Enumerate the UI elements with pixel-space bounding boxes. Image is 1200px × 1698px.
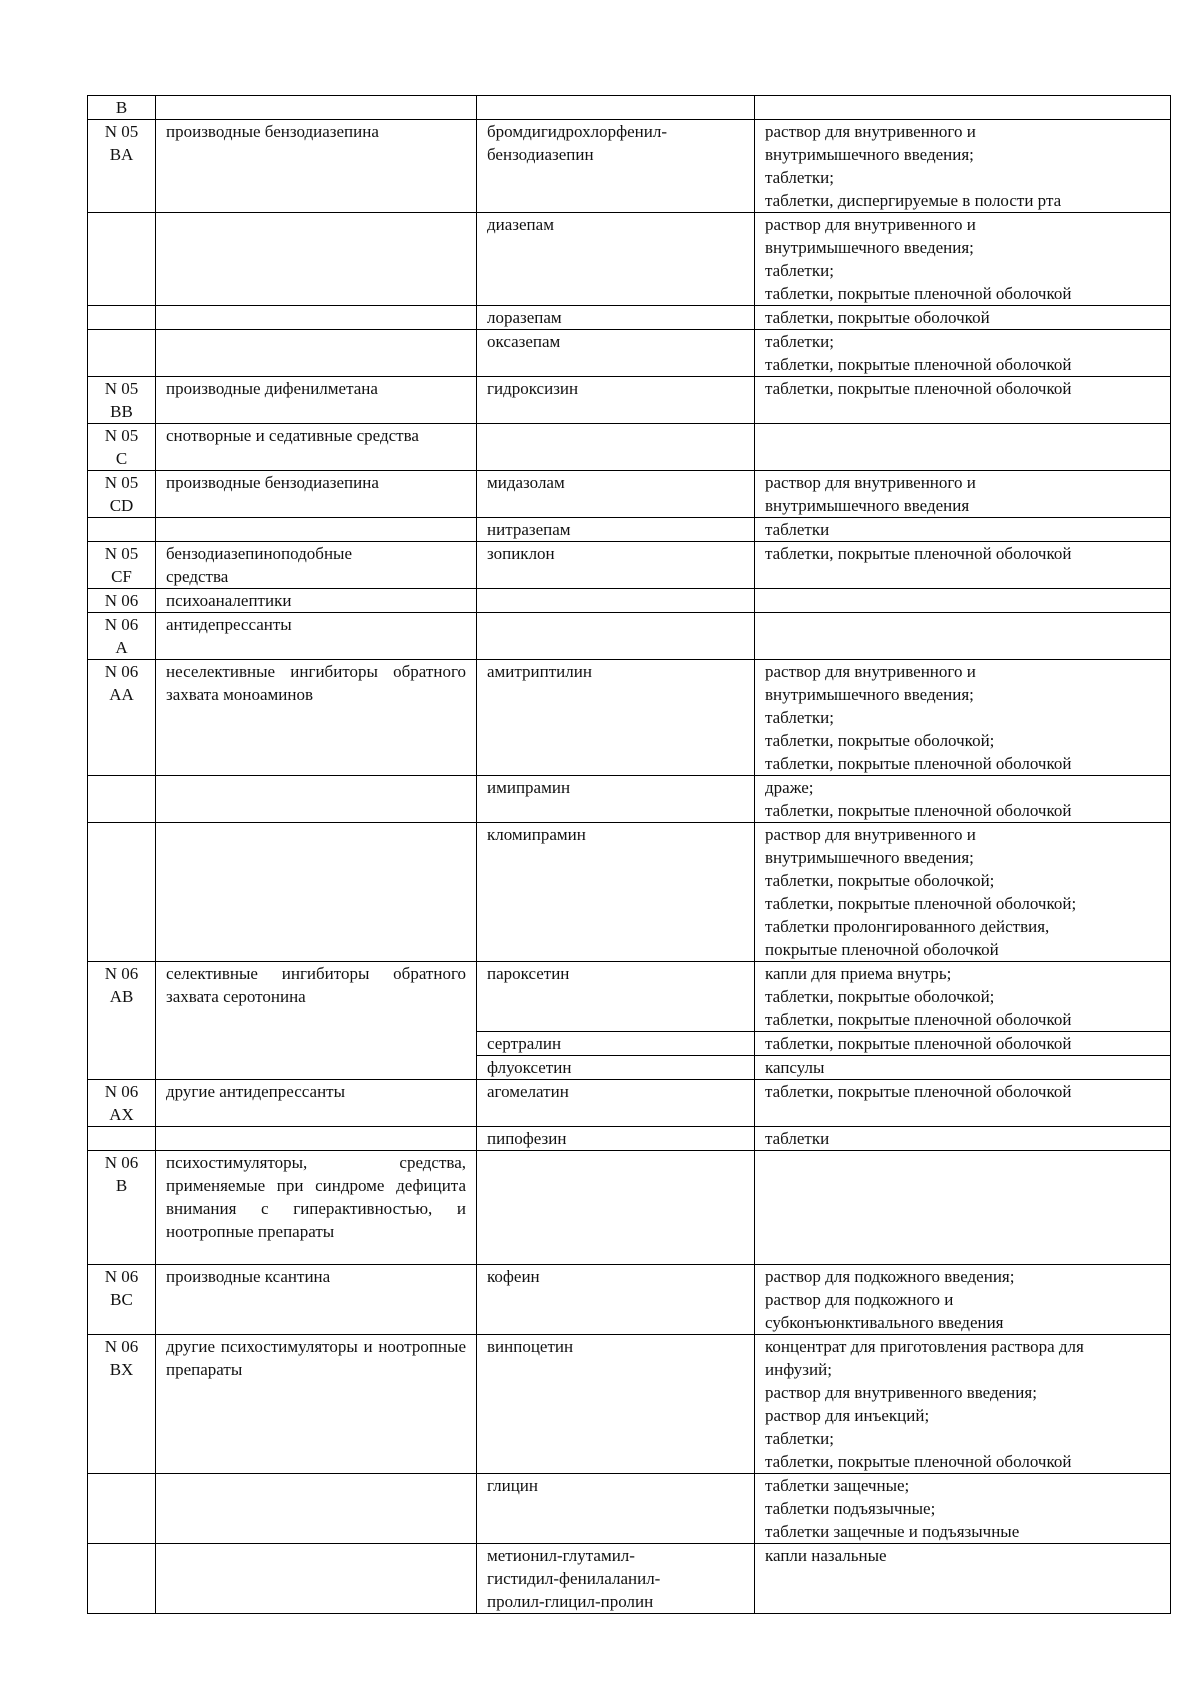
- drug-name-cell: [477, 776, 755, 823]
- dosage-forms-cell-line: таблетки, покрытые пленочной оболочкой: [765, 754, 1072, 773]
- dosage-forms-cell-line: таблетки;: [765, 332, 834, 351]
- atc-code-cell-line: AX: [109, 1105, 134, 1124]
- dosage-forms-cell: [755, 776, 1171, 823]
- drug-name-cell-line: глицин: [487, 1476, 538, 1495]
- group-name-cell: [156, 776, 477, 823]
- dosage-forms-cell-line: внутримышечного введения;: [765, 848, 974, 867]
- drug-name-cell: [477, 962, 755, 1032]
- table-row: [88, 1474, 1171, 1544]
- group-name-cell: [156, 330, 477, 377]
- atc-code-cell: [88, 1265, 156, 1335]
- atc-code-cell-line: B: [115, 1176, 128, 1195]
- dosage-forms-cell-line: таблетки, покрытые пленочной оболочкой: [765, 1034, 1072, 1053]
- atc-code-cell-line: N 06: [104, 1082, 139, 1101]
- drug-name-cell-line: гистидил-фенилаланил-: [487, 1569, 661, 1588]
- group-name-cell: [156, 823, 477, 962]
- dosage-forms-cell-line: инфузий;: [765, 1360, 832, 1379]
- atc-code-cell: [88, 1335, 156, 1474]
- drug-list-table: [87, 95, 1171, 1614]
- dosage-forms-cell-line: таблетки, покрытые пленочной оболочкой: [765, 1452, 1072, 1471]
- group-name-cell: [156, 962, 477, 1080]
- drug-name-cell: [477, 518, 755, 542]
- group-name-cell-line: психостимуляторы, средства, применяемые при синдроме дефицита внимания с гиперактивностью, и ноотропные препараты: [166, 1153, 466, 1241]
- dosage-forms-cell-line: покрытые пленочной оболочкой: [765, 940, 999, 959]
- dosage-forms-cell-line: таблетки, покрытые оболочкой: [765, 308, 990, 327]
- drug-name-cell-line: флуоксетин: [487, 1058, 572, 1077]
- dosage-forms-cell-line: раствор для внутривенного и: [765, 473, 976, 492]
- table-row: [88, 962, 1171, 1032]
- table-row: [88, 213, 1171, 306]
- group-name-cell: [156, 518, 477, 542]
- dosage-forms-cell-line: таблетки подъязычные;: [765, 1499, 936, 1518]
- drug-name-cell: [477, 1080, 755, 1127]
- dosage-forms-cell: [755, 330, 1171, 377]
- dosage-forms-cell: [755, 1474, 1171, 1544]
- dosage-forms-cell-line: раствор для инъекций;: [765, 1406, 930, 1425]
- dosage-forms-cell: [755, 1151, 1171, 1265]
- group-name-cell-line: производные дифенилметана: [166, 379, 378, 398]
- dosage-forms-cell-line: внутримышечного введения;: [765, 685, 974, 704]
- drug-name-cell-line: пролил-глицил-пролин: [487, 1592, 654, 1611]
- table-row: [88, 1265, 1171, 1335]
- drug-name-cell: [477, 1265, 755, 1335]
- atc-code-cell-line: AB: [109, 987, 134, 1006]
- dosage-forms-cell-line: таблетки, покрытые оболочкой;: [765, 731, 995, 750]
- table-row: [88, 96, 1171, 120]
- atc-code-cell-line: N 05: [104, 473, 139, 492]
- drug-name-cell-line: мидазолам: [487, 473, 565, 492]
- dosage-forms-cell-line: концентрат для приготовления раствора для: [765, 1337, 1084, 1356]
- group-name-cell: [156, 1544, 477, 1614]
- atc-code-cell-line: BX: [109, 1360, 134, 1379]
- table-row: [88, 1080, 1171, 1127]
- dosage-forms-cell: [755, 518, 1171, 542]
- atc-code-cell: [88, 823, 156, 962]
- table-row: [88, 776, 1171, 823]
- dosage-forms-cell: [755, 1335, 1171, 1474]
- dosage-forms-cell: [755, 96, 1171, 120]
- dosage-forms-cell: [755, 424, 1171, 471]
- dosage-forms-cell-line: субконъюнктивального введения: [765, 1313, 1004, 1332]
- drug-name-cell-line: зопиклон: [487, 544, 555, 563]
- drug-name-cell: [477, 1056, 755, 1080]
- drug-name-cell: [477, 120, 755, 213]
- atc-code-cell-line: N 05: [104, 379, 139, 398]
- drug-name-cell: [477, 1474, 755, 1544]
- atc-code-cell-line: N 06: [104, 1153, 139, 1172]
- table-row: [88, 1335, 1171, 1474]
- atc-code-cell-line: A: [115, 638, 128, 657]
- dosage-forms-cell-line: таблетки защечные;: [765, 1476, 910, 1495]
- atc-code-cell: [88, 377, 156, 424]
- dosage-forms-cell: [755, 213, 1171, 306]
- atc-code-cell-line: BA: [109, 145, 134, 164]
- atc-code-cell-line: N 05: [104, 544, 139, 563]
- atc-code-cell: [88, 1080, 156, 1127]
- drug-name-cell-line: нитразепам: [487, 520, 571, 539]
- drug-name-cell-line: имипрамин: [487, 778, 571, 797]
- drug-name-cell-line: гидроксизин: [487, 379, 579, 398]
- dosage-forms-cell-line: таблетки;: [765, 708, 834, 727]
- table-row: [88, 424, 1171, 471]
- atc-code-cell-line: N 06: [104, 964, 139, 983]
- drug-name-cell-line: винпоцетин: [487, 1337, 574, 1356]
- group-name-cell: [156, 96, 477, 120]
- drug-name-cell: [477, 471, 755, 518]
- dosage-forms-cell-line: капли для приема внутрь;: [765, 964, 952, 983]
- atc-code-cell-line: C: [115, 449, 128, 468]
- drug-name-cell: [477, 589, 755, 613]
- group-name-cell: [156, 1080, 477, 1127]
- drug-name-cell-line: пипофезин: [487, 1129, 567, 1148]
- dosage-forms-cell: [755, 1056, 1171, 1080]
- atc-code-cell-line: CD: [109, 496, 134, 515]
- table-row: [88, 823, 1171, 962]
- atc-code-cell: [88, 424, 156, 471]
- drug-name-cell: [477, 1127, 755, 1151]
- table-row: [88, 1544, 1171, 1614]
- table-body: [88, 96, 1171, 1614]
- drug-name-cell-line: кломипрамин: [487, 825, 586, 844]
- group-name-cell-line: антидепрессанты: [166, 615, 292, 634]
- dosage-forms-cell: [755, 542, 1171, 589]
- drug-name-cell: [477, 1032, 755, 1056]
- atc-code-cell: [88, 962, 156, 1080]
- atc-code-cell-line: N 05: [104, 122, 139, 141]
- drug-name-cell-line: кофеин: [487, 1267, 540, 1286]
- drug-name-cell-line: оксазепам: [487, 332, 561, 351]
- drug-name-cell-line: пароксетин: [487, 964, 570, 983]
- dosage-forms-cell: [755, 1127, 1171, 1151]
- dosage-forms-cell-line: раствор для внутривенного и: [765, 662, 976, 681]
- drug-name-cell: [477, 542, 755, 589]
- dosage-forms-cell-line: таблетки, покрытые пленочной оболочкой;: [765, 894, 1077, 913]
- dosage-forms-cell: [755, 613, 1171, 660]
- group-name-cell: [156, 377, 477, 424]
- drug-name-cell: [477, 660, 755, 776]
- atc-code-cell-line: N 06: [104, 662, 139, 681]
- group-name-cell-line: другие антидепрессанты: [166, 1082, 346, 1101]
- group-name-cell-line: производные ксантина: [166, 1267, 331, 1286]
- drug-name-cell: [477, 1151, 755, 1265]
- dosage-forms-cell-line: таблетки, покрытые пленочной оболочкой: [765, 284, 1072, 303]
- group-name-cell: [156, 1151, 477, 1265]
- dosage-forms-cell-line: раствор для внутривенного и: [765, 215, 976, 234]
- atc-code-cell: [88, 1127, 156, 1151]
- group-name-cell-line: психоаналептики: [166, 591, 292, 610]
- drug-name-cell: [477, 823, 755, 962]
- dosage-forms-cell: [755, 306, 1171, 330]
- drug-name-cell: [477, 306, 755, 330]
- drug-name-cell: [477, 1335, 755, 1474]
- group-name-cell: [156, 306, 477, 330]
- atc-code-cell: [88, 1474, 156, 1544]
- atc-code-cell-line: N 06: [104, 615, 139, 634]
- drug-name-cell-line: агомелатин: [487, 1082, 569, 1101]
- drug-name-cell: [477, 330, 755, 377]
- group-name-cell-line: бензодиазепиноподобные: [166, 544, 353, 563]
- atc-code-cell: [88, 120, 156, 213]
- drug-name-cell-line: сертралин: [487, 1034, 562, 1053]
- group-name-cell: [156, 589, 477, 613]
- dosage-forms-cell-line: таблетки, покрытые пленочной оболочкой: [765, 1010, 1072, 1029]
- atc-code-cell: [88, 1544, 156, 1614]
- dosage-forms-cell-line: таблетки;: [765, 168, 834, 187]
- group-name-cell: [156, 660, 477, 776]
- group-name-cell: [156, 424, 477, 471]
- dosage-forms-cell-line: раствор для подкожного введения;: [765, 1267, 1015, 1286]
- group-name-cell: [156, 120, 477, 213]
- drug-name-cell: [477, 613, 755, 660]
- dosage-forms-cell: [755, 962, 1171, 1032]
- dosage-forms-cell-line: раствор для подкожного и: [765, 1290, 954, 1309]
- group-name-cell-line: неселективные ингибиторы обратного захвата моноаминов: [166, 662, 466, 704]
- drug-name-cell: [477, 424, 755, 471]
- table-row: [88, 330, 1171, 377]
- dosage-forms-cell-line: таблетки, покрытые пленочной оболочкой: [765, 1082, 1072, 1101]
- group-name-cell-line: другие психостимуляторы и ноотропные препараты: [166, 1337, 466, 1379]
- atc-code-cell: [88, 96, 156, 120]
- dosage-forms-cell: [755, 1265, 1171, 1335]
- table-row: [88, 613, 1171, 660]
- dosage-forms-cell-line: таблетки, покрытые пленочной оболочкой: [765, 544, 1072, 563]
- atc-code-cell-line: CF: [111, 567, 132, 586]
- dosage-forms-cell-line: таблетки: [765, 1129, 830, 1148]
- group-name-cell: [156, 542, 477, 589]
- dosage-forms-cell-line: драже;: [765, 778, 814, 797]
- group-name-cell: [156, 1265, 477, 1335]
- dosage-forms-cell: [755, 471, 1171, 518]
- dosage-forms-cell: [755, 1032, 1171, 1056]
- dosage-forms-cell: [755, 120, 1171, 213]
- atc-code-cell-line: BB: [110, 402, 133, 421]
- atc-code-cell: [88, 542, 156, 589]
- dosage-forms-cell-line: таблетки, покрытые пленочной оболочкой: [765, 379, 1072, 398]
- dosage-forms-cell-line: таблетки, покрытые пленочной оболочкой: [765, 801, 1072, 820]
- atc-code-cell-line: N 06: [104, 591, 139, 610]
- dosage-forms-cell: [755, 823, 1171, 962]
- dosage-forms-cell: [755, 589, 1171, 613]
- dosage-forms-cell: [755, 660, 1171, 776]
- table-row: [88, 1127, 1171, 1151]
- atc-code-cell-line: BC: [110, 1290, 133, 1309]
- atc-code-cell: [88, 330, 156, 377]
- dosage-forms-cell: [755, 1544, 1171, 1614]
- atc-code-cell-line: N 06: [104, 1267, 139, 1286]
- dosage-forms-cell-line: таблетки, покрытые оболочкой;: [765, 987, 995, 1006]
- group-name-cell: [156, 613, 477, 660]
- drug-name-cell: [477, 377, 755, 424]
- group-name-cell-line: средства: [166, 567, 229, 586]
- atc-code-cell: [88, 213, 156, 306]
- table-row: [88, 377, 1171, 424]
- atc-code-cell-line: N 06: [104, 1337, 139, 1356]
- atc-code-cell-line: B: [115, 98, 128, 117]
- dosage-forms-cell-line: таблетки;: [765, 1429, 834, 1448]
- atc-code-cell: [88, 518, 156, 542]
- dosage-forms-cell-line: раствор для внутривенного и: [765, 122, 976, 141]
- drug-name-cell: [477, 96, 755, 120]
- drug-name-cell-line: амитриптилин: [487, 662, 592, 681]
- dosage-forms-cell-line: таблетки, покрытые пленочной оболочкой: [765, 355, 1072, 374]
- atc-code-cell: [88, 471, 156, 518]
- atc-code-cell: [88, 660, 156, 776]
- dosage-forms-cell-line: таблетки;: [765, 261, 834, 280]
- dosage-forms-cell-line: внутримышечного введения: [765, 496, 970, 515]
- group-name-cell: [156, 1474, 477, 1544]
- group-name-cell: [156, 1127, 477, 1151]
- dosage-forms-cell-line: внутримышечного введения;: [765, 238, 974, 257]
- dosage-forms-cell: [755, 1080, 1171, 1127]
- table-row: [88, 471, 1171, 518]
- dosage-forms-cell-line: раствор для внутривенного введения;: [765, 1383, 1037, 1402]
- atc-code-cell: [88, 613, 156, 660]
- drug-name-cell-line: диазепам: [487, 215, 554, 234]
- table-row: [88, 660, 1171, 776]
- group-name-cell-line: производные бензодиазепина: [166, 473, 379, 492]
- drug-name-cell-line: бромдигидрохлорфенил-: [487, 122, 668, 141]
- group-name-cell: [156, 471, 477, 518]
- drug-name-cell-line: лоразепам: [487, 308, 562, 327]
- dosage-forms-cell-line: раствор для внутривенного и: [765, 825, 976, 844]
- dosage-forms-cell: [755, 377, 1171, 424]
- table-row: [88, 1151, 1171, 1265]
- table-row: [88, 120, 1171, 213]
- atc-code-cell-line: AA: [109, 685, 134, 704]
- table-row: [88, 518, 1171, 542]
- dosage-forms-cell-line: таблетки защечные и подъязычные: [765, 1522, 1020, 1541]
- group-name-cell: [156, 1335, 477, 1474]
- group-name-cell-line: производные бензодиазепина: [166, 122, 379, 141]
- drug-name-cell: [477, 1544, 755, 1614]
- group-name-cell-line: снотворные и седативные средства: [166, 426, 419, 445]
- group-name-cell: [156, 213, 477, 306]
- drug-name-cell: [477, 213, 755, 306]
- dosage-forms-cell-line: капсулы: [765, 1058, 825, 1077]
- drug-name-cell-line: метионил-глутамил-: [487, 1546, 635, 1565]
- atc-code-cell: [88, 306, 156, 330]
- dosage-forms-cell-line: таблетки, покрытые оболочкой;: [765, 871, 995, 890]
- atc-code-cell-line: N 05: [104, 426, 139, 445]
- dosage-forms-cell-line: таблетки: [765, 520, 830, 539]
- table-row: [88, 589, 1171, 613]
- dosage-forms-cell-line: капли назальные: [765, 1546, 887, 1565]
- group-name-cell-line: селективные ингибиторы обратного захвата серотонина: [166, 964, 466, 1006]
- dosage-forms-cell-line: таблетки пролонгированного действия,: [765, 917, 1050, 936]
- dosage-forms-cell-line: таблетки, диспергируемые в полости рта: [765, 191, 1062, 210]
- dosage-forms-cell-line: внутримышечного введения;: [765, 145, 974, 164]
- table-row: [88, 542, 1171, 589]
- atc-code-cell: [88, 776, 156, 823]
- drug-name-cell-line: бензодиазепин: [487, 145, 594, 164]
- atc-code-cell: [88, 1151, 156, 1265]
- table-row: [88, 306, 1171, 330]
- atc-code-cell: [88, 589, 156, 613]
